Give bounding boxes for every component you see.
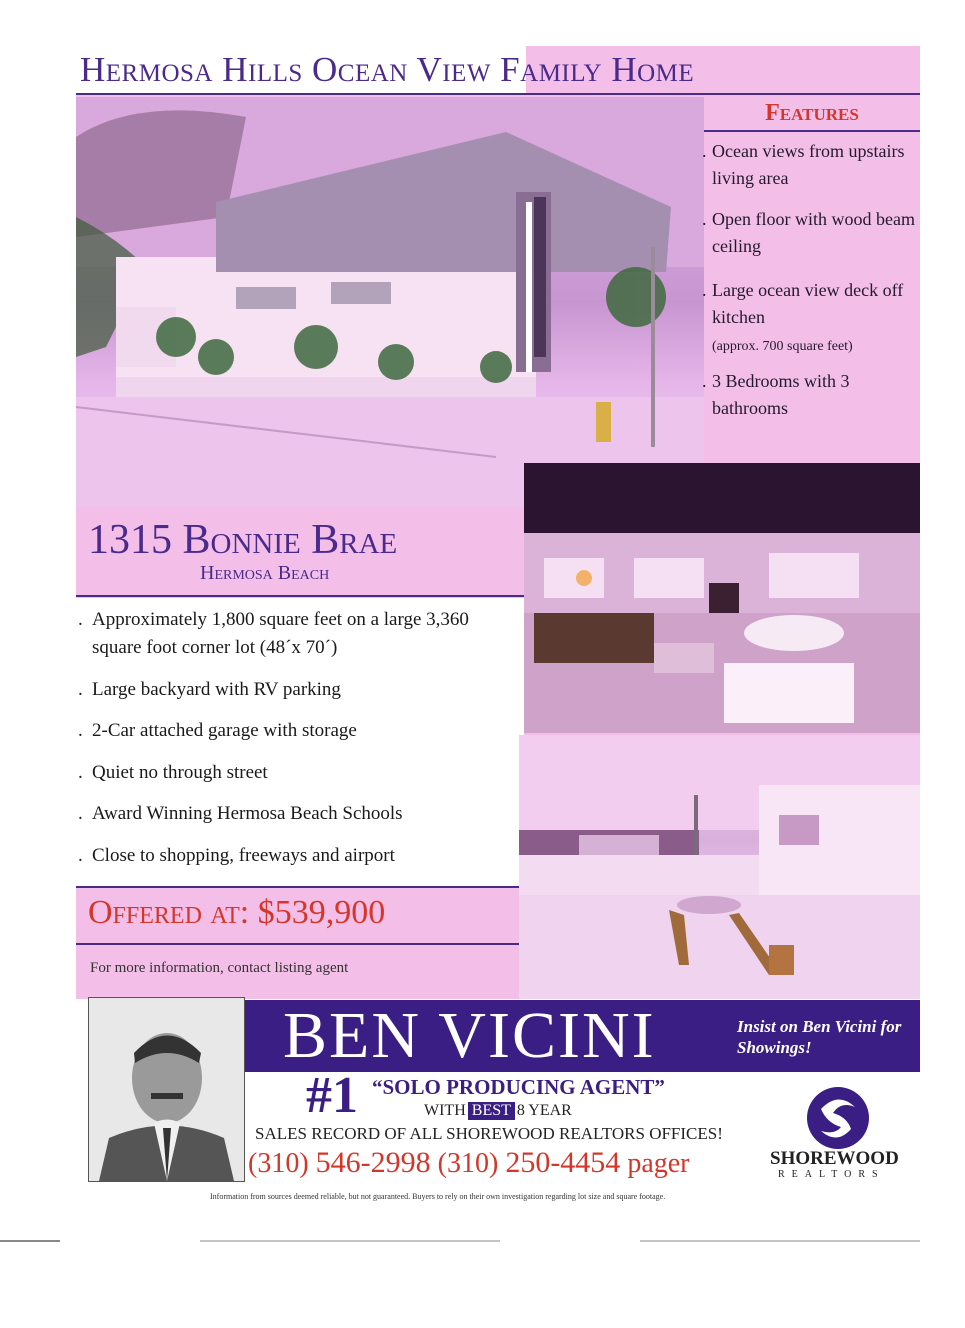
living-room-photo — [524, 463, 920, 733]
record-prefix: WITH — [424, 1102, 466, 1119]
deck-illustration — [519, 735, 920, 999]
fact-text: Approximately 1,800 square feet on a large 3,360 square foot corner lot (48´x 70´) — [92, 609, 469, 658]
street-address: 1315 Bonnie Brae — [88, 517, 398, 563]
price-rule-top — [76, 886, 524, 888]
house-exterior-photo — [76, 97, 704, 507]
feature-text: Open floor with wood beam ceiling — [712, 209, 915, 256]
fact-item: . Approximately 1,800 square feet on a large 3,360 square foot corner lot (48´x 70´) — [78, 609, 469, 658]
ocean-deck-photo — [519, 735, 920, 999]
scan-artifact — [640, 1240, 920, 1242]
agent-tagline: Insist on Ben Vicini for Showings! — [737, 1017, 902, 1057]
record-suffix: 8 YEAR — [516, 1102, 572, 1119]
record-line — [424, 1102, 572, 1120]
scan-artifact — [200, 1240, 500, 1242]
disclaimer: Information from sources deemed reliable, but not guaranteed. Buyers to rely on their own investigation regarding lot size and square footage. — [210, 1192, 666, 1201]
phone-area-2: (310) — [437, 1148, 499, 1179]
best-badge: BEST — [468, 1102, 515, 1120]
flyer-title: Hermosa Hills Ocean View Family Home — [80, 50, 695, 89]
fact-text: Close to shopping, freeways and airport — [92, 845, 395, 866]
feature-item: . Open floor with wood beam ceiling — [702, 209, 915, 256]
features-rule — [704, 130, 920, 132]
fact-item: . Award Winning Hermosa Beach Schools — [78, 803, 403, 824]
house-exterior-illustration — [76, 97, 704, 507]
agent-portrait — [88, 997, 245, 1182]
feature-text: Ocean views from upstairs living area — [712, 141, 905, 188]
agent-name: BEN VICINI — [283, 999, 656, 1072]
phone-line — [248, 1146, 690, 1180]
feature-item: . 3 Bedrooms with 3 bathrooms — [702, 371, 850, 418]
pager-label: pager — [627, 1148, 690, 1179]
brand-sub: REALTORS — [778, 1169, 885, 1180]
fact-item: . Quiet no through street — [78, 762, 268, 783]
feature-note: (approx. 700 square feet) — [712, 339, 853, 354]
fact-item: . Large backyard with RV parking — [78, 679, 341, 700]
price-rule-bottom — [76, 943, 524, 945]
fact-text: Quiet no through street — [92, 762, 268, 783]
fact-text: Large backyard with RV parking — [92, 679, 341, 700]
title-rule — [76, 93, 920, 95]
phone-area-1: (310) — [248, 1148, 309, 1179]
feature-item: . Large ocean view deck off kitchen (approx. 700 square feet) — [702, 280, 904, 354]
feature-text: 3 Bedrooms with 3 bathrooms — [712, 371, 850, 418]
contact-line: For more information, contact listing agent — [90, 960, 349, 976]
agent-title: “SOLO PRODUCING AGENT” — [372, 1075, 665, 1099]
logo-swoosh-icon — [807, 1087, 869, 1149]
sales-record: SALES RECORD OF ALL SHOREWOOD REALTORS OFFICES! — [255, 1124, 723, 1143]
phone-number-1: 546-2998 — [315, 1146, 431, 1179]
shorewood-logo-icon — [807, 1087, 869, 1149]
address-rule — [76, 595, 524, 597]
fact-item: . Close to shopping, freeways and airport — [78, 845, 395, 866]
phone-number-2: 250-4454 — [505, 1146, 621, 1179]
agent-portrait-illustration — [89, 998, 244, 1181]
city-name: Hermosa Beach — [200, 562, 330, 584]
brand-name: SHOREWOOD — [770, 1148, 899, 1169]
scan-artifact — [0, 1240, 60, 1242]
fact-text: Award Winning Hermosa Beach Schools — [92, 803, 403, 824]
living-room-illustration — [524, 463, 920, 733]
feature-item: . Ocean views from upstairs living area — [702, 141, 905, 188]
feature-text: Large ocean view deck off kitchen — [712, 280, 904, 327]
agent-rank: #1 — [306, 1067, 358, 1124]
fact-item: . 2-Car attached garage with storage — [78, 720, 357, 741]
fact-text: 2-Car attached garage with storage — [92, 720, 357, 741]
offer-price: Offered at: $539,900 — [88, 894, 386, 931]
features-heading: Features — [765, 100, 859, 126]
